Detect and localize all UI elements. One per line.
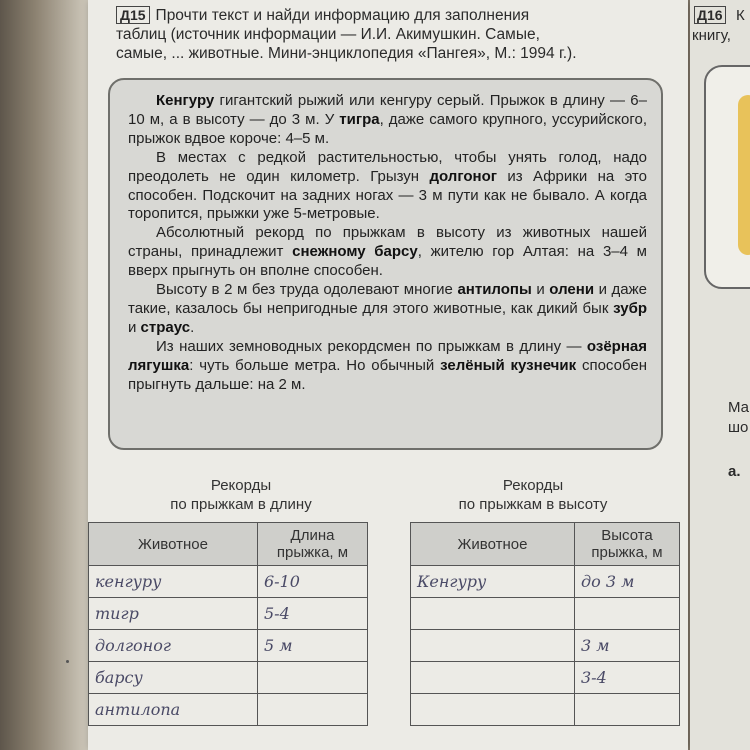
animal-cell[interactable]: тигр	[89, 598, 258, 630]
next-task-number: Д16	[694, 6, 726, 24]
value-cell[interactable]: 5-4	[258, 598, 368, 630]
right-text-fragment: а.	[728, 463, 741, 480]
table-row	[411, 630, 680, 662]
story-text: способен прыгнуть дальше: на 2 м.	[128, 356, 647, 393]
value-cell[interactable]: 6-10	[258, 566, 368, 598]
table-row	[89, 630, 368, 662]
table-row	[89, 694, 368, 726]
column-header-height: Высота прыжка, м	[575, 523, 680, 566]
animal-cell[interactable]: Кенгуру	[411, 566, 575, 598]
pencil-dot	[66, 660, 69, 663]
length-records-table	[88, 522, 368, 726]
value-cell[interactable]	[575, 694, 680, 726]
animal-name: снежному барсу	[292, 243, 418, 261]
story-text: из Африки на это способен. Подскочит на задних ногах — 3 м пути как не бывало. А когда торопится, прыжки уже 5-метровые.	[128, 167, 647, 223]
story-text: Абсолютный рекорд по прыжкам в высоту из животных нашей страны, принадлежит	[128, 224, 647, 261]
column-header-animal: Животное	[411, 523, 575, 566]
height-records-table	[410, 522, 680, 726]
book-spine-shadow	[0, 0, 88, 750]
table-row	[411, 694, 680, 726]
table-row	[89, 566, 368, 598]
story-text: и	[128, 318, 141, 336]
animal-name: Кенгуру	[156, 92, 215, 109]
value-cell[interactable]: 5 м	[258, 630, 368, 662]
animal-name: тигра	[339, 110, 380, 128]
animal-cell[interactable]	[411, 630, 575, 662]
task-number: Д15	[116, 6, 150, 24]
table-row	[411, 598, 680, 630]
value-cell[interactable]: 3 м	[575, 630, 680, 662]
value-cell[interactable]	[575, 598, 680, 630]
next-task-line-1: К	[736, 7, 745, 24]
story-text: гигантский рыжий или кенгуру серый. Прыжок в длину — 6–10 м, а в высоту — до 3 м. У	[128, 92, 647, 128]
value-cell[interactable]	[258, 694, 368, 726]
story-paragraph-4	[128, 281, 647, 338]
table-row	[411, 662, 680, 694]
right-text-fragment: Ма	[728, 399, 750, 416]
table-header-row	[411, 523, 680, 566]
story-paragraph-2	[128, 149, 647, 225]
workbook-page	[88, 0, 688, 750]
column-header-length: Длина прыжка, м	[258, 523, 368, 566]
animal-cell[interactable]	[411, 598, 575, 630]
story-paragraph-1	[128, 92, 647, 149]
story-text: и даже такие, казалось бы непригодные для этого животные, как дикий бык	[128, 281, 648, 317]
value-cell[interactable]: 3-4	[575, 662, 680, 694]
animal-cell[interactable]: антилопа	[89, 694, 258, 726]
animal-cell[interactable]	[411, 662, 575, 694]
cartoon-figure	[738, 95, 750, 255]
story-text: : чуть больше метра. Но обычный	[189, 356, 441, 374]
story-text: Высоту в 2 м без труда одолевают многие	[156, 281, 458, 299]
story-paragraph-5	[128, 338, 647, 395]
animal-name: зубр	[613, 299, 647, 317]
task-line-1: Прочти текст и найди информацию для заполнения	[155, 7, 530, 24]
animal-cell[interactable]	[411, 694, 575, 726]
story-text: В местах с редкой растительностью, чтобы унять голод, надо преодолеть не один километр. Грызун	[128, 148, 647, 185]
story-text: .	[190, 318, 195, 336]
task-header	[116, 6, 676, 63]
length-table-title: Рекорды по прыжкам в длину	[170, 477, 312, 513]
animal-cell[interactable]: долгоног	[89, 630, 258, 662]
animal-name: зелёный кузнечик	[440, 356, 577, 374]
value-cell[interactable]	[258, 662, 368, 694]
animal-name: озёрная лягушка	[128, 337, 647, 374]
animal-name: долгоног	[429, 167, 498, 185]
story-text: , жителю гор Алтая: на 3–4 м вверх прыгнуть он вполне способен.	[128, 243, 647, 280]
table-row	[411, 566, 680, 598]
column-header-animal: Животное	[89, 523, 258, 566]
animal-name: страус	[140, 318, 191, 336]
value-cell[interactable]: до 3 м	[575, 566, 680, 598]
animal-cell[interactable]: барсу	[89, 662, 258, 694]
animal-name: олени	[549, 281, 595, 299]
right-text-fragment: шо	[728, 419, 749, 436]
story-paragraph-3	[128, 224, 647, 281]
animal-cell[interactable]: кенгуру	[89, 566, 258, 598]
table-row	[89, 598, 368, 630]
story-text: , даже самого крупного, уссурийского, прыжок вдвое короче: 4–5 м.	[128, 110, 647, 147]
animal-name: антилопы	[457, 281, 532, 299]
table-header-row	[89, 523, 368, 566]
table-row	[89, 662, 368, 694]
next-task-line-2: книгу,	[692, 27, 731, 44]
story-text: Из наших земноводных рекордсмен по прыжкам в длину —	[156, 337, 587, 355]
next-page-edge	[690, 0, 750, 750]
story-text: и	[531, 281, 550, 299]
height-table-title: Рекорды по прыжкам в высоту	[458, 477, 608, 513]
story-text-box	[108, 78, 663, 450]
task-line-3: самые, ... животные. Мини-энциклопедия «Пангея», М.: 1994 г.).	[116, 45, 577, 62]
task-line-2: таблиц (источник информации — И.И. Акимушкин. Самые,	[116, 26, 540, 43]
